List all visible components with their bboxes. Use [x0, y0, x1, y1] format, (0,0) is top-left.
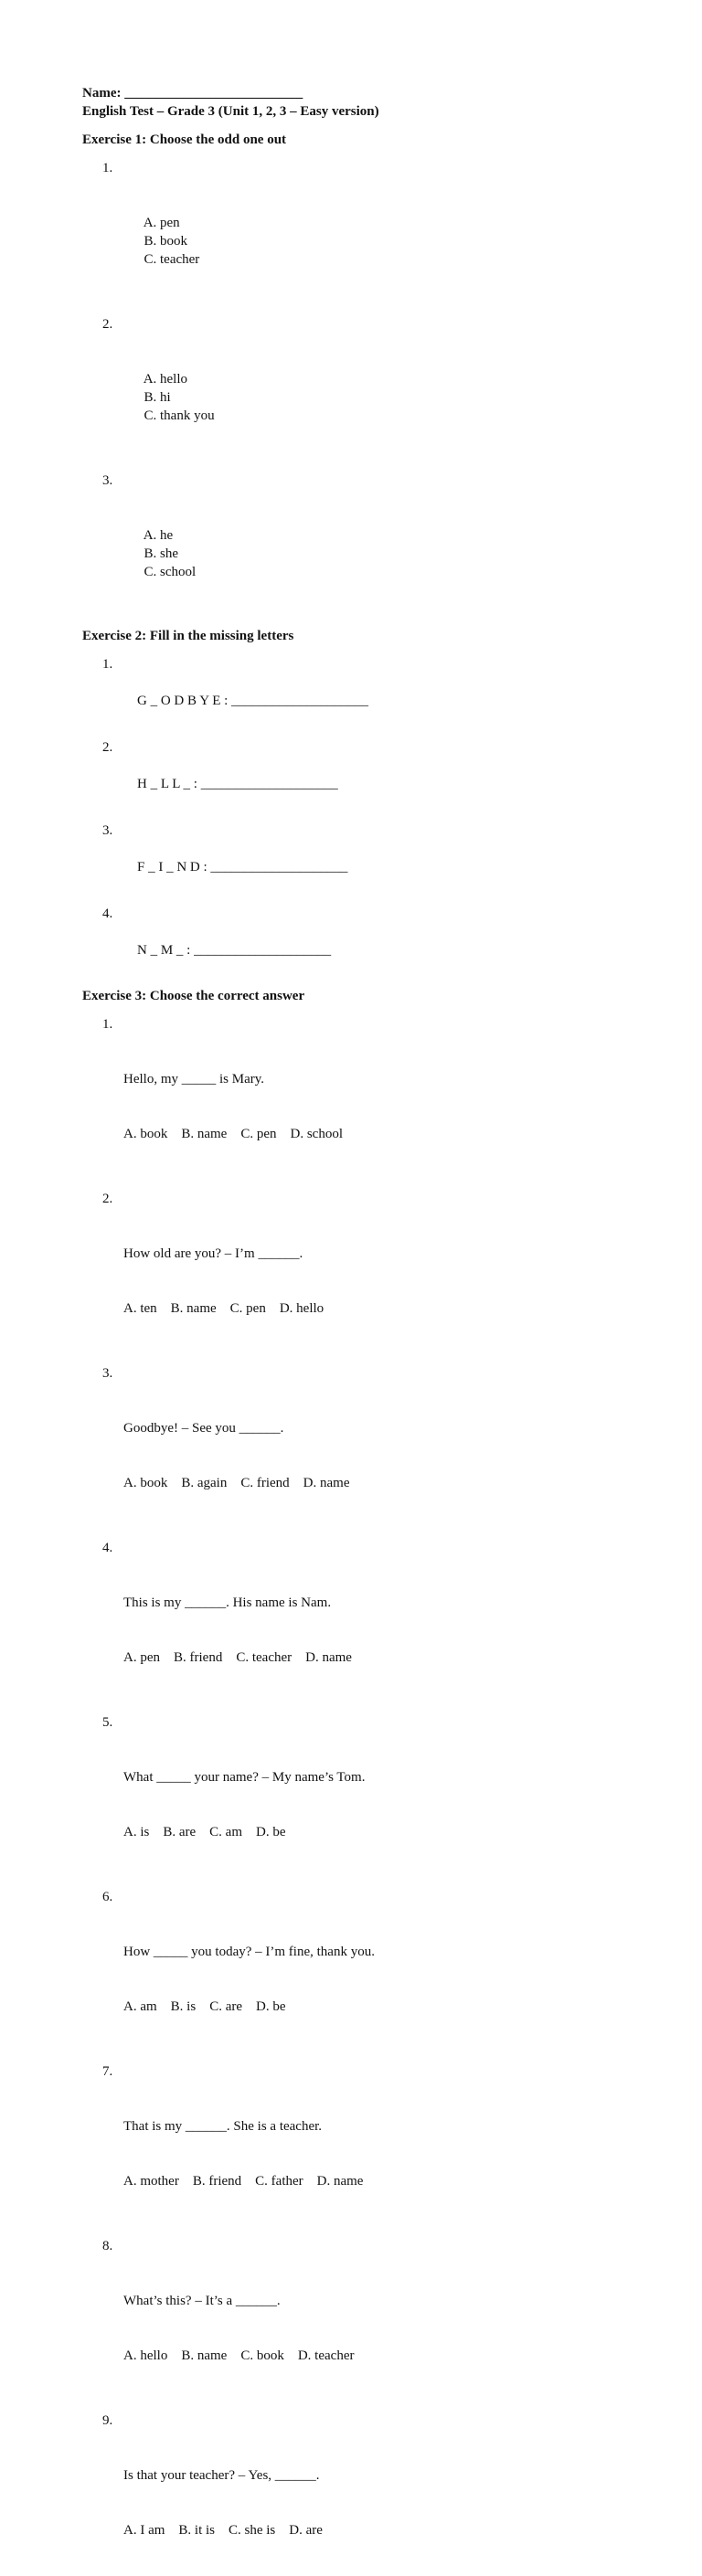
options-row	[123, 528, 196, 598]
item-number: 2.	[102, 317, 113, 332]
ex3-item	[82, 1888, 649, 2052]
options-row	[123, 1474, 649, 1492]
option: B. name	[181, 1127, 228, 1141]
option: A. he	[143, 528, 174, 543]
question-text: This is my ______. His name is Nam.	[123, 1595, 332, 1610]
ex2-item	[82, 905, 649, 978]
option: C. am	[209, 1825, 243, 1839]
item-number: 9.	[102, 2413, 113, 2428]
options-row	[123, 1125, 649, 1143]
option: B. again	[181, 1476, 228, 1490]
options-row	[123, 216, 201, 285]
option: D. be	[256, 1825, 286, 1839]
item-number: 1.	[102, 1017, 113, 1032]
item-number: 3.	[102, 1366, 113, 1381]
option: D. school	[290, 1127, 344, 1141]
option: C. book	[240, 2348, 284, 2363]
ex1-item	[82, 315, 649, 461]
option: C. she is	[229, 2523, 276, 2538]
exercise-1-title: Exercise 1: Choose the odd one out	[82, 133, 287, 147]
option: A. is	[123, 1825, 150, 1839]
option: B. hi	[144, 390, 171, 405]
option: A. book	[123, 1127, 168, 1141]
ex3-item	[82, 2237, 649, 2401]
ex1-item	[82, 472, 649, 618]
item-number: 5.	[102, 1715, 113, 1730]
item-number: 3.	[102, 823, 113, 838]
option: C. friend	[240, 1476, 290, 1490]
option: A. hello	[123, 2348, 168, 2363]
exercise-2-title: Exercise 2: Fill in the missing letters	[82, 629, 294, 643]
item-number: 2.	[102, 740, 113, 755]
option: D. hello	[279, 1301, 324, 1316]
option: A. pen	[143, 216, 180, 230]
options-row	[123, 1299, 649, 1318]
option: C. teacher	[236, 1650, 292, 1665]
option: C. thank you	[144, 408, 215, 423]
option: D. name	[316, 2174, 364, 2189]
option: D. be	[256, 1999, 286, 2014]
option: A. pen	[123, 1650, 160, 1665]
ex3-item	[82, 1539, 649, 1703]
option: C. pen	[240, 1127, 277, 1141]
question-text: What _____ your name? – My name’s Tom.	[123, 1770, 366, 1785]
fill-in-text: N _ M _ : ____________________	[137, 943, 332, 958]
option: C. are	[209, 1999, 243, 2014]
item-number: 7.	[102, 2064, 113, 2079]
option: B. name	[170, 1301, 217, 1316]
item-number: 2.	[102, 1192, 113, 1206]
options-row	[123, 2172, 649, 2190]
option: D. teacher	[297, 2348, 355, 2363]
option: C. pen	[229, 1301, 266, 1316]
option: A. book	[123, 1476, 168, 1490]
option: A. mother	[123, 2174, 179, 2189]
ex3-item	[82, 1015, 649, 1180]
ex3-item	[82, 2412, 649, 2576]
item-number: 1.	[102, 161, 113, 175]
question-text: Hello, my _____ is Mary.	[123, 1072, 265, 1087]
ex3-item	[82, 1713, 649, 1878]
options-row	[123, 2521, 649, 2539]
option: D. name	[305, 1650, 352, 1665]
option: B. friend	[174, 1650, 223, 1665]
option: B. friend	[192, 2174, 242, 2189]
options-row	[123, 1998, 649, 2016]
ex1-item	[82, 159, 649, 305]
test-title: English Test – Grade 3 (Unit 1, 2, 3 – Easy version)	[82, 104, 379, 119]
ex2-item	[82, 738, 649, 811]
option: A. ten	[123, 1301, 157, 1316]
option: C. school	[144, 565, 197, 579]
option: D. name	[303, 1476, 350, 1490]
fill-in-text: H _ L L _ : ____________________	[137, 777, 338, 791]
item-number: 6.	[102, 1890, 113, 1904]
question-text: How _____ you today? – I’m fine, thank you.	[123, 1945, 375, 1959]
fill-in-text: G _ O D B Y E : ____________________	[137, 694, 369, 708]
option: C. teacher	[144, 252, 200, 267]
options-row	[123, 372, 215, 441]
item-number: 8.	[102, 2239, 113, 2253]
option: B. are	[163, 1825, 197, 1839]
name-line: Name: __________________________	[82, 86, 303, 101]
options-row	[123, 2347, 649, 2365]
option: B. book	[144, 234, 188, 249]
options-row	[123, 1648, 649, 1667]
ex3-item	[82, 2062, 649, 2227]
question-text: How old are you? – I’m ______.	[123, 1246, 303, 1261]
question-text: Goodbye! – See you ______.	[123, 1421, 284, 1436]
ex2-item	[82, 822, 649, 895]
option: A. am	[123, 1999, 157, 2014]
option: B. it is	[178, 2523, 216, 2538]
option: B. she	[144, 546, 178, 561]
option: A. hello	[143, 372, 188, 387]
item-number: 4.	[102, 906, 113, 921]
option: B. name	[181, 2348, 228, 2363]
question-text: That is my ______. She is a teacher.	[123, 2119, 323, 2134]
ex3-item	[82, 1364, 649, 1529]
question-text: What’s this? – It’s a ______.	[123, 2294, 281, 2308]
ex3-item	[82, 1190, 649, 1354]
fill-in-text: F _ I _ N D : ____________________	[137, 860, 348, 875]
question-text: Is that your teacher? – Yes, ______.	[123, 2468, 320, 2483]
item-number: 3.	[102, 473, 113, 488]
options-row	[123, 1823, 649, 1841]
option: B. is	[170, 1999, 197, 2014]
option: A. I am	[123, 2523, 165, 2538]
test-page	[82, 84, 649, 2576]
option: C. father	[255, 2174, 303, 2189]
exercise-3-title: Exercise 3: Choose the correct answer	[82, 989, 305, 1003]
item-number: 1.	[102, 657, 113, 672]
item-number: 4.	[102, 1541, 113, 1555]
option: D. are	[289, 2523, 323, 2538]
ex2-item	[82, 655, 649, 728]
